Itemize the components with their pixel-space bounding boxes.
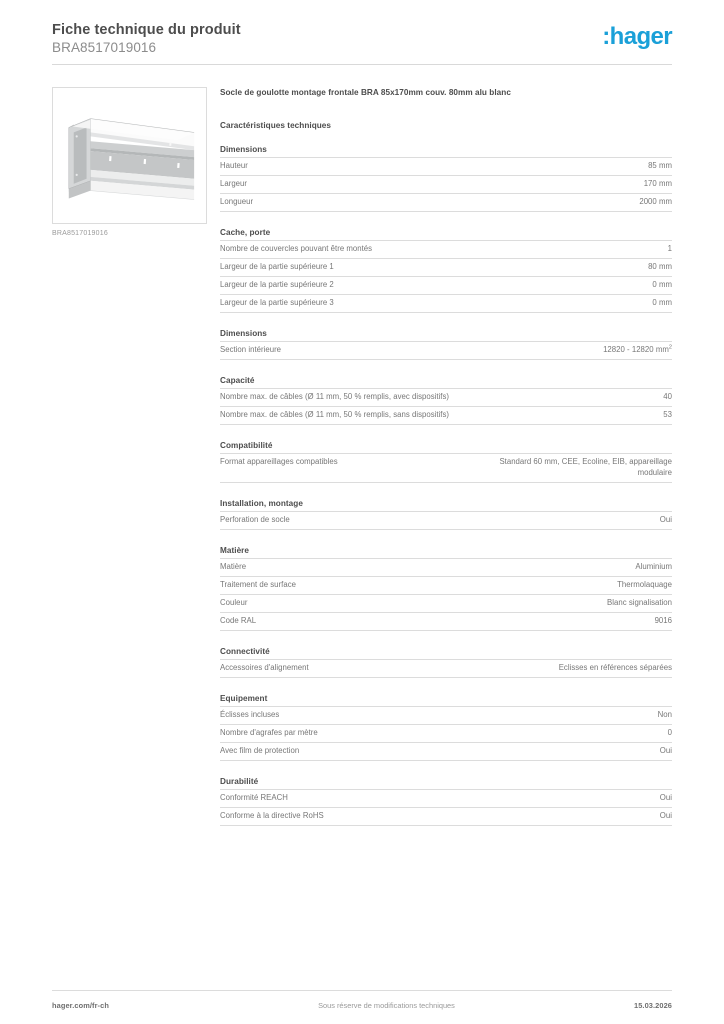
spec-group-title: Cache, porte — [220, 228, 271, 237]
spec-group — [220, 777, 672, 826]
spec-value: Aluminium — [635, 561, 672, 571]
spec-label: Largeur — [220, 179, 248, 188]
spec-group-title: Installation, montage — [220, 498, 303, 508]
spec-label: Couleur — [220, 597, 248, 607]
spec-value: Oui — [659, 792, 672, 802]
spec-group — [220, 441, 672, 483]
table-row — [220, 807, 672, 825]
product-image-frame — [52, 87, 207, 224]
spec-value: 1 — [667, 244, 672, 253]
spec-label: Nombre d'agrafes par mètre — [220, 727, 318, 737]
spec-value: 0 — [667, 727, 672, 737]
table-row — [220, 594, 672, 612]
spec-group — [220, 694, 672, 761]
spec-value: Thermolaquage — [617, 579, 672, 589]
spec-value: Eclisses en références séparées — [558, 662, 672, 672]
spec-table — [220, 659, 672, 678]
datasheet-body — [52, 87, 672, 826]
spec-group — [220, 329, 672, 360]
spec-value-superscript: 2 — [668, 344, 672, 351]
spec-value: 12820 - 12820 $mm^2$ — [603, 344, 672, 354]
spec-value: 40 — [663, 392, 672, 401]
spec-value: Blanc signalisation — [607, 597, 672, 607]
spec-table — [220, 341, 672, 360]
spec-group-title: Matière — [220, 545, 250, 555]
spec-table — [220, 157, 672, 212]
spec-label: Conforme à la directive RoHS — [220, 810, 324, 820]
product-name: Socle de goulotte montage frontale BRA 85x170mm couv. 80mm alu blanc — [220, 88, 511, 97]
page-header — [52, 0, 672, 55]
spec-label: Section intérieure — [220, 345, 282, 354]
spec-table — [220, 789, 672, 826]
spec-group-title: Equipement — [220, 693, 268, 703]
table-row — [220, 194, 672, 212]
table-row — [220, 407, 672, 425]
table-row — [220, 742, 672, 760]
spec-group-title: Dimensions — [220, 145, 267, 154]
spec-label: Accessoires d'alignement — [220, 662, 309, 672]
spec-value: Oui — [659, 745, 672, 755]
table-row — [220, 158, 672, 176]
spec-groups — [220, 145, 672, 826]
table-row — [220, 706, 672, 724]
product-image-column — [52, 87, 210, 237]
spec-label: Perforation de socle — [220, 514, 290, 524]
table-row — [220, 277, 672, 295]
spec-label: Éclisses incluses — [220, 709, 280, 719]
footer-divider — [52, 990, 672, 991]
spec-label: Code RAL — [220, 615, 257, 625]
table-row — [220, 295, 672, 313]
spec-label: Nombre max. de câbles (Ø 11 mm, 50 % remplis, avec dispositifs) — [220, 392, 450, 401]
spec-group — [220, 228, 672, 313]
spec-table — [220, 240, 672, 313]
spec-value: 9016 — [654, 615, 672, 625]
table-row — [220, 342, 672, 360]
spec-table — [220, 453, 672, 483]
footer-website-link[interactable]: hager.com/fr-ch — [52, 1001, 109, 1010]
spec-group-title: Connectivité — [220, 646, 270, 656]
spec-table — [220, 388, 672, 425]
table-row — [220, 558, 672, 576]
spec-table — [220, 706, 672, 761]
spec-value: 0 mm — [652, 298, 672, 307]
hager-logo: :hager — [602, 23, 672, 50]
spec-value: 80 mm — [648, 262, 672, 271]
header-title-block — [52, 22, 241, 56]
spec-table — [220, 511, 672, 530]
spec-column — [210, 87, 672, 826]
spec-label: Conformité REACH — [220, 792, 288, 802]
spec-label: Longueur — [220, 197, 254, 206]
spec-value: Non — [657, 709, 672, 719]
spec-value: 170 mm — [643, 179, 672, 188]
spec-value: 2000 mm — [639, 197, 672, 206]
footer-date: 15.03.2026 — [634, 1001, 672, 1010]
table-row — [220, 659, 672, 677]
table-row — [220, 511, 672, 529]
spec-label: Largeur de la partie supérieure 2 — [220, 280, 334, 289]
product-image-caption: BRA8517019016 — [52, 230, 108, 237]
table-row — [220, 176, 672, 194]
spec-value: Standard 60 mm, CEE, Ecoline, EIB, appareillage modulaire — [499, 457, 672, 477]
spec-value: Oui — [659, 810, 672, 820]
table-row — [220, 576, 672, 594]
spec-group — [220, 647, 672, 678]
spec-value: Oui — [659, 514, 672, 524]
spec-group-title: Dimensions — [220, 329, 267, 338]
product-photo — [53, 88, 206, 223]
footer-disclaimer: Sous réserve de modifications techniques — [318, 1001, 455, 1010]
spec-label: Largeur de la partie supérieure 1 — [220, 262, 334, 271]
spec-value: 53 — [663, 410, 672, 419]
table-row — [220, 724, 672, 742]
spec-group-title: Durabilité — [220, 776, 259, 786]
spec-label: Matière — [220, 561, 247, 571]
spec-group — [220, 499, 672, 530]
spec-value: 85 mm — [648, 161, 672, 170]
page-title: Fiche technique du produit — [52, 22, 241, 38]
spec-group — [220, 546, 672, 631]
spec-label: Nombre max. de câbles (Ø 11 mm, 50 % remplis, sans dispositifs) — [220, 410, 450, 419]
spec-label: Avec film de protection — [220, 745, 300, 755]
tech-specs-heading: Caractéristiques techniques — [220, 121, 332, 130]
table-row — [220, 454, 672, 483]
table-row — [220, 612, 672, 630]
spec-label: Nombre de couvercles pouvant être montés — [220, 244, 373, 253]
table-row — [220, 241, 672, 259]
spec-group-title: Compatibilité — [220, 441, 273, 450]
page-footer — [52, 990, 672, 1010]
table-row — [220, 259, 672, 277]
table-row — [220, 789, 672, 807]
table-row — [220, 389, 672, 407]
spec-value: 0 mm — [652, 280, 672, 289]
spec-group — [220, 145, 672, 212]
spec-group — [220, 376, 672, 425]
spec-label: Largeur de la partie supérieure 3 — [220, 298, 334, 307]
spec-table — [220, 558, 672, 631]
header-divider — [52, 64, 672, 65]
spec-label: Hauteur — [220, 161, 248, 170]
product-reference: BRA8517019016 — [52, 40, 157, 55]
spec-group-title: Capacité — [220, 376, 255, 385]
spec-label: Format appareillages compatibles — [220, 457, 338, 466]
spec-label: Traitement de surface — [220, 579, 296, 589]
